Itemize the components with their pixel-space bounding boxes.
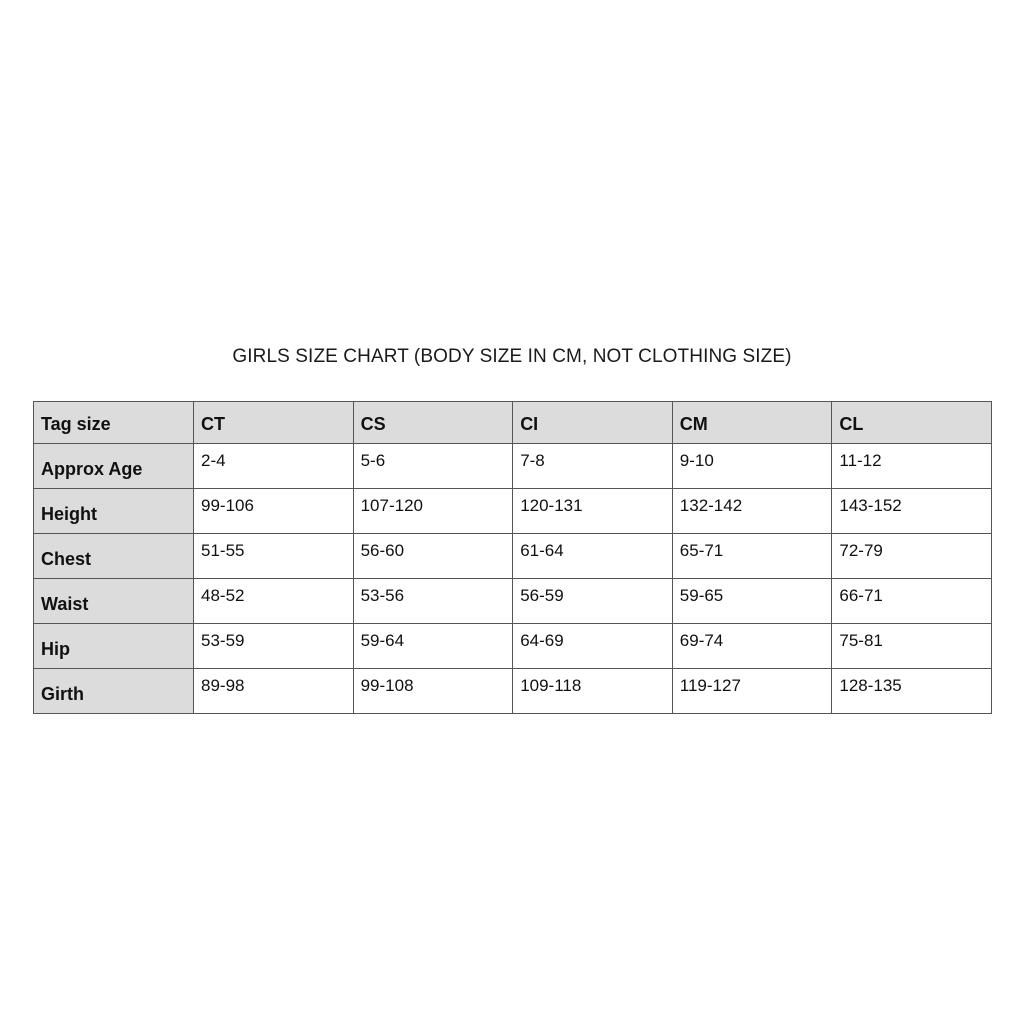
table-cell: 11-12 [832, 444, 992, 489]
table-cell: 75-81 [832, 624, 992, 669]
table-cell: 72-79 [832, 534, 992, 579]
table-row [34, 534, 992, 579]
table-row [34, 669, 992, 714]
table-cell: 120-131 [513, 489, 673, 534]
table-cell: 7-8 [513, 444, 673, 489]
page-title: GIRLS SIZE CHART (BODY SIZE IN CM, NOT CLOTHING SIZE) [232, 346, 792, 367]
table-cell: 69-74 [672, 624, 832, 669]
table-cell: 51-55 [194, 534, 354, 579]
table-cell: 59-65 [672, 579, 832, 624]
table-row [34, 444, 992, 489]
table-cell: 99-106 [194, 489, 354, 534]
table-cell: 56-59 [513, 579, 673, 624]
table-cell: 99-108 [353, 669, 513, 714]
table-cell: 59-64 [353, 624, 513, 669]
size-chart-table [33, 401, 992, 714]
row-label-chest: Chest [34, 534, 194, 579]
table-cell: 143-152 [832, 489, 992, 534]
table-cell: 61-64 [513, 534, 673, 579]
header-cell-ct: CT [194, 402, 354, 444]
table-cell: 64-69 [513, 624, 673, 669]
table-cell: 65-71 [672, 534, 832, 579]
table-cell: 66-71 [832, 579, 992, 624]
row-label-hip: Hip [34, 624, 194, 669]
table-cell: 132-142 [672, 489, 832, 534]
table-row [34, 579, 992, 624]
header-cell-cs: CS [353, 402, 513, 444]
table-cell: 2-4 [194, 444, 354, 489]
table-cell: 109-118 [513, 669, 673, 714]
table-header-row [34, 402, 992, 444]
header-cell-cm: CM [672, 402, 832, 444]
table-cell: 48-52 [194, 579, 354, 624]
table-cell: 56-60 [353, 534, 513, 579]
table-cell: 9-10 [672, 444, 832, 489]
table-row [34, 489, 992, 534]
row-label-approx-age: Approx Age [34, 444, 194, 489]
header-cell-ci: CI [513, 402, 673, 444]
row-label-girth: Girth [34, 669, 194, 714]
header-cell-tag-size: Tag size [34, 402, 194, 444]
header-cell-cl: CL [832, 402, 992, 444]
table-cell: 119-127 [672, 669, 832, 714]
table-row [34, 624, 992, 669]
table-cell: 128-135 [832, 669, 992, 714]
table-cell: 89-98 [194, 669, 354, 714]
row-label-waist: Waist [34, 579, 194, 624]
table-cell: 53-59 [194, 624, 354, 669]
table-cell: 53-56 [353, 579, 513, 624]
table-cell: 107-120 [353, 489, 513, 534]
table-cell: 5-6 [353, 444, 513, 489]
row-label-height: Height [34, 489, 194, 534]
